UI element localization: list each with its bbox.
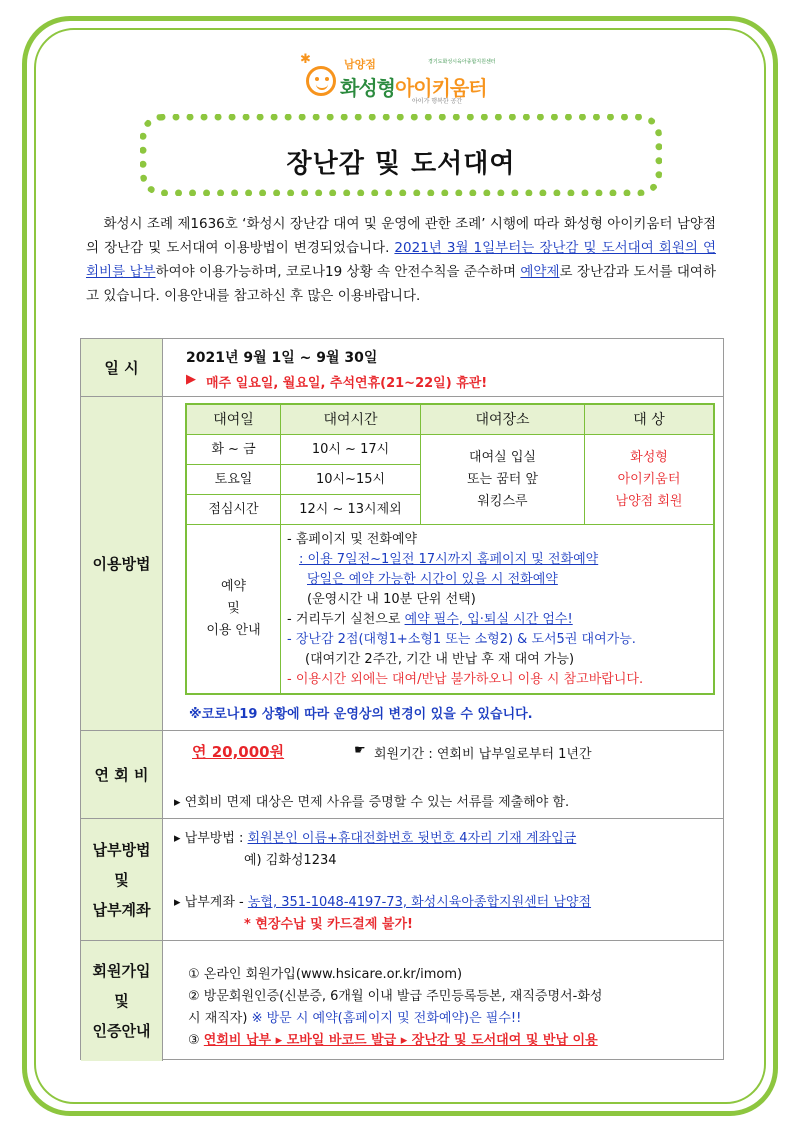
member-line2: ② 방문회원인증(신분증, 6개월 이내 발급 주민등록등본, 재직증명서-화성	[188, 989, 603, 1004]
col-place: 대여장소	[421, 405, 585, 435]
pointing-hand-icon: ☛	[354, 743, 366, 758]
col-time: 대여시간	[281, 405, 421, 435]
row-day: 화 ~ 금	[187, 435, 281, 465]
fee-exempt: ▸ 연회비 면제 대상은 면제 사유를 증명할 수 있는 서류를 제출해야 함.	[174, 795, 570, 810]
row-time: 10시~15시	[281, 465, 421, 495]
col-day: 대여일	[187, 405, 281, 435]
intro-highlight-reservation: 예약제	[520, 264, 560, 280]
intro-paragraph: 화성시 조례 제1636호 ‘화성시 장난감 대여 및 운영에 관한 조례’ 시행에 따라 화성형 아이키움터 남양점의 장난감 및 도서대여 이용방법이 변경되었습니다. 2021년 3월 1일부터는 장난감 및 도서대여 회원의 연회비를 납부하여야 이용가능하며, 코로나19 상황 속 안전수칙을 준수하며 예약제로 장난감과 도서를 대여하고 있습니다. 이용안내를 참고하신 후 많은 이용바랍니다.	[86, 216, 716, 304]
member-visit-notice: ※ 방문 시 예약(홈페이지 및 전화예약)은 필수!!	[251, 1011, 522, 1026]
member-header: 회원가입 및 인증안내	[81, 941, 163, 1061]
title-box	[140, 114, 662, 196]
page-title: 장난감 및 도서대여	[286, 149, 516, 179]
member-line1: ① 온라인 회원가입(www.hsicare.or.kr/imom)	[188, 967, 463, 982]
logo	[300, 52, 510, 110]
schedule-row	[81, 339, 723, 397]
reservation-label: 예약 및 이용 안내	[187, 525, 281, 693]
schedule-period: 2021년 9월 1일 ~ 9월 30일	[186, 350, 378, 366]
col-target: 대 상	[585, 405, 713, 435]
closed-arrow-icon: ▶	[186, 372, 196, 387]
payment-method: 회원본인 이름+휴대전화번호 뒷번호 4자리 기재 계좌입금	[247, 831, 577, 846]
payment-account: 농협, 351-1048-4197-73, 화성시육아종합지원센터 남양점	[247, 895, 592, 910]
fee-amount: 연 20,000원	[192, 743, 285, 761]
row-day: 점심시간	[187, 495, 281, 525]
logo-name: 화성형아이키움터	[340, 76, 487, 100]
covid-note: ※코로나19 상황에 따라 운영상의 변경이 있을 수 있습니다.	[189, 707, 533, 722]
usage-header: 이용방법	[81, 397, 163, 730]
row-day: 토요일	[187, 465, 281, 495]
fee-period: 회원기간 : 연회비 납부일로부터 1년간	[374, 747, 592, 762]
payment-example: 예) 김화성1234	[244, 853, 337, 868]
info-table	[80, 338, 724, 1060]
payment-notice: * 현장수납 및 카드결제 불가!	[244, 917, 413, 932]
member-row: 회원가입 및 인증안내 ① 온라인 회원가입(www.hsicare.or.kr/imom) ② 방문회원인증(신분증, 6개월 이내 발급 주민등록등본, 재직증명서-화성 시 재직자) ※ 방문 시 예약(홈페이지 및 전화예약)은 필수!! ③ 연회비 납부 ▸ 모바일 바코드 발급 ▸ 장난감 및 도서대여 및 반납 이용	[81, 941, 723, 1061]
intro-highlight-fee: 2021년 3월 1일부터는 장난감 및 도서대여 회원의 연회비를 납부	[86, 240, 716, 280]
row-time: 12시 ~ 13시제외	[281, 495, 421, 525]
schedule-closed: 매주 일요일, 월요일, 추석연휴(21~22일) 휴관!	[206, 376, 488, 391]
logo-tagline: 아이가 행복한 공간	[412, 98, 463, 105]
star-icon: ✱	[300, 52, 311, 67]
smile-face-icon	[306, 66, 336, 96]
logo-branch: 남양점	[344, 58, 376, 71]
row-time: 10시 ~ 17시	[281, 435, 421, 465]
schedule-header: 일 시	[81, 339, 163, 396]
fee-header: 연 회 비	[81, 731, 163, 818]
fee-row	[81, 731, 723, 819]
payment-row: 납부방법 및 납부계좌 ▸ 납부방법 : 회원본인 이름+휴대전화번호 뒷번호 4자리 기재 계좌입금 예) 김화성1234 ▸ 납부계좌 - 농협, 351-1048-4197-73, 화성시육아종합지원센터 남양점 * 현장수납 및 카드결제 불가!	[81, 819, 723, 941]
member-steps: 연회비 납부 ▸ 모바일 바코드 발급 ▸ 장난감 및 도서대여 및 반납 이용	[203, 1033, 598, 1048]
target-cell: 화성형 아이키움터 남양점 회원	[585, 435, 713, 525]
place-cell: 대여실 입실 또는 꿈터 앞 워킹스루	[421, 435, 585, 525]
reservation-details: - 홈페이지 및 전화예약 : 이용 7일전~1일전 17시까지 홈페이지 및 전화예약 당일은 예약 가능한 시간이 있을 시 전화예약 (운영시간 내 10분 단위 선택) - 거리두기 실천으로 예약 필수, 입·퇴실 시간 엄수! - 장난감 2점(대형1+소형1 또는 소형2) & 도서5권 대여가능. (대여기간 2주간, 기간 내 반납 후 재 대여 가능) - 이용시간 외에는 대여/반납 불가하오니 이용 시 참고바랍니다.	[287, 532, 644, 687]
payment-header: 납부방법 및 납부계좌	[81, 819, 163, 940]
usage-table	[185, 403, 715, 695]
logo-org: 경기도화성시육아종합지원센터	[428, 59, 496, 65]
